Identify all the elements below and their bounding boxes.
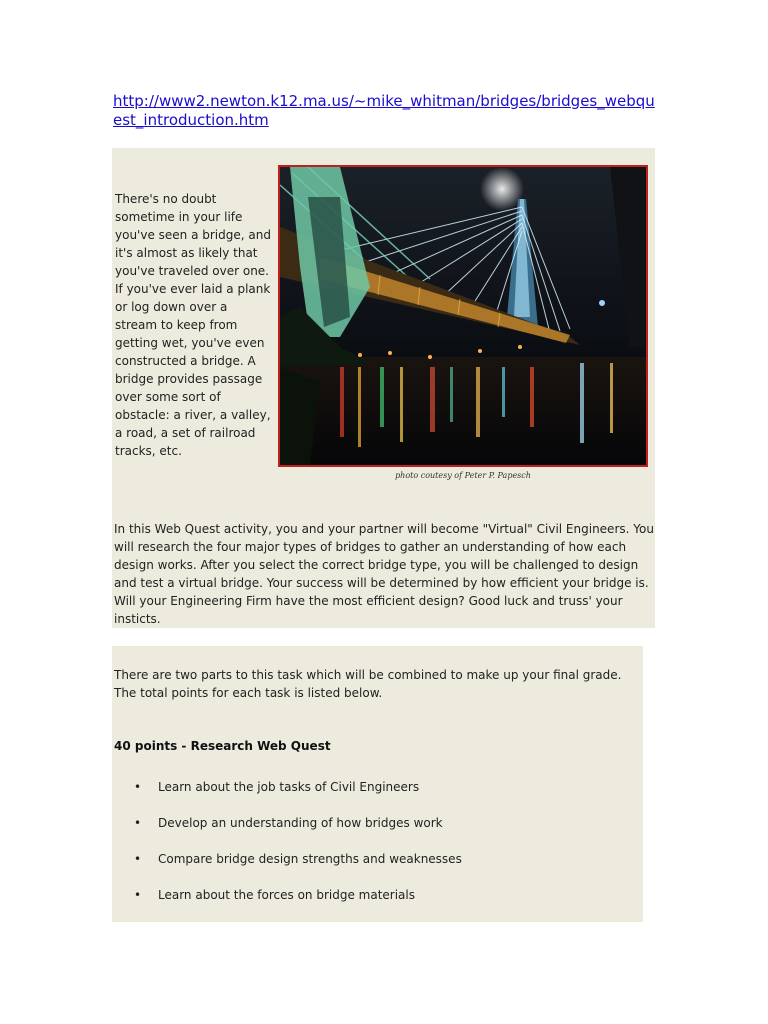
list-item [112,815,462,851]
webquest-url-link[interactable]: http://www2.newton.k12.ma.us/~mike_whitman/bridges/bridges_webquest_introduction.htm [113,92,655,129]
bullet-icon: • [134,816,142,830]
intro-paragraph: There's no doubt sometime in your life you've seen a bridge, and it's almost as likely that you've traveled over one. If you've ever laid a plank or log down over a stream to keep from getting wet, you've even constructed a bridge. A bridge provides passage over some sort of obstacle: a river, a valley, a road, a set of railroad tracks, etc. [115,192,271,458]
list-item-text: Develop an understanding of how bridges work [158,816,443,830]
introduction-panel [112,148,655,628]
task-paragraph: There are two parts to this task which will be combined to make up your final grade. The total points for each task is listed below. [114,668,622,700]
list-item [112,887,462,923]
bullet-icon: • [134,780,142,794]
list-item-text: Learn about the forces on bridge materials [158,888,415,902]
bridge-photo [278,165,648,467]
activity-paragraph: In this Web Quest activity, you and your partner will become "Virtual" Civil Engineers. You will research the four major types of bridges to gather an understanding of how each design works. After you select the correct bridge type, you will be challenged to design and test a virtual bridge. Your success will be determined by how efficient your bridge is. Will your Engineering Firm have the most efficient design? Good luck and truss' your insticts. [114,522,654,626]
list-item [112,779,462,815]
list-item-text: Compare bridge design strengths and weaknesses [158,852,462,866]
points-heading: 40 points - Research Web Quest [114,739,331,753]
bridge-photo-illustration [280,167,646,465]
task-panel [112,646,643,922]
bullet-icon: • [134,852,142,866]
task-bullet-list [112,779,462,923]
bullet-icon: • [134,888,142,902]
list-item [112,851,462,887]
list-item-text: Learn about the job tasks of Civil Engineers [158,780,420,794]
photo-credit: photo coutesy of Peter P. Papesch [395,471,531,480]
